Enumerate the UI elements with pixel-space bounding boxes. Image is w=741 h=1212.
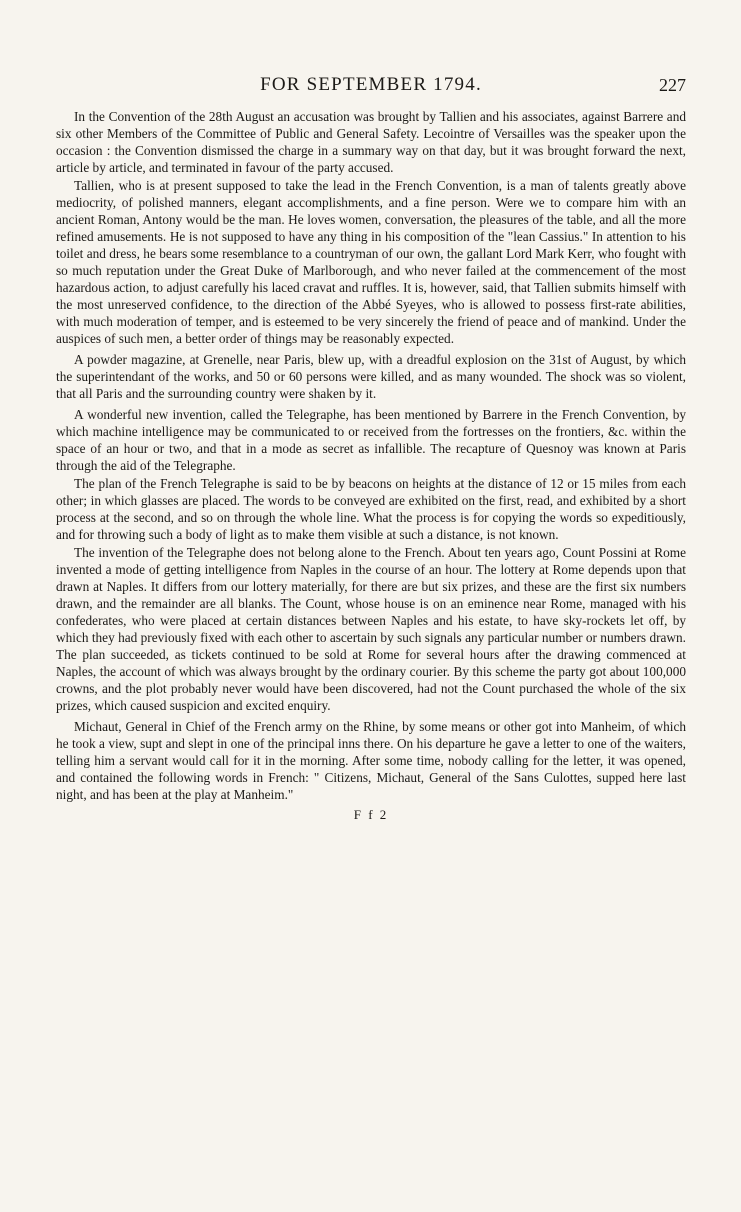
page-title: FOR SEPTEMBER 1794. (260, 74, 482, 95)
paragraph-michaut: Michaut, General in Chief of the French army on the Rhine, by some means or other got into Manheim, of which he took a view, supt and slept in one of the principal inns there. On his departure he gave a letter to one of the waiters, telling him a servant would call for it in the morning. After some time, nobody calling for the letter, it was opened, and contained the following words in French: " Citizens, Michaut, General of the Sans Culottes, supped here last night, and has been at the play at Manheim." (56, 719, 686, 802)
paragraph-telegraphe-invention: A wonderful new invention, called the Telegraphe, has been mentioned by Barrere in the French Convention, by which machine intelligence may be communicated to or received from the fortresses on the frontiers, &c. within the space of an hour or two, and that in a mode as secret as infallible. The recapture of Quesnoy was known at Paris through the aid of the Telegraphe. (56, 407, 686, 473)
book-page (56, 74, 686, 823)
paragraph-convention-accusation: In the Convention of the 28th August an accusation was brought by Tallien and his associates, against Barrere and six other Members of the Committee of Public and General Safety. Lecointre of Versailles was the speaker upon the occasion : the Convention dismissed the charge in a summary way on that day, but it was brought forward the next, article by article, and terminated in favour of the party accused. (56, 109, 686, 175)
running-header (56, 74, 686, 108)
paragraph-tallien: Tallien, who is at present supposed to take the lead in the French Convention, is a man of talents greatly above mediocrity, of polished manners, elegant accomplishments, and a fine person. Were we to compare him with an ancient Roman, Antony would be the man. He loves women, conversation, the pleasures of the table, and all the more refined amusements. He is not supposed to have any thing in his composition of the "lean Cassius." In attention to his toilet and dress, he bears some resemblance to a countryman of our own, the gallant Lord Mark Kerr, who fought with so much reputation under the Great Duke of Marlborough, and who never failed at the commencement of the most hazardous action, to adjust carefully his laced cravat and ruffles. It is, however, said, that Tallien submits himself with the most unreserved confidence, to the direction of the Abbé Syeyes, who is allowed to possess first-rate abilities, with much moderation of temper, and is esteemed to be very sincerely the friend of peace and of mankind. Under the auspices of such men, a better order of things may be reasonably expected. (56, 178, 686, 346)
paragraph-powder-magazine: A powder magazine, at Grenelle, near Paris, blew up, with a dreadful explosion on the 31st of August, by which the superintendant of the works, and 50 or 60 persons were killed, and as many wounded. The shock was so violent, that all Paris and the surrounding country were shaken by it. (56, 352, 686, 401)
signature-mark: F f 2 (353, 807, 389, 822)
page-number: 227 (659, 75, 686, 95)
paragraph-count-possini: The invention of the Telegraphe does not belong alone to the French. About ten years ago, Count Possini at Rome invented a mode of getting intelligence from Naples in the course of an hour. The lottery at Rome depends upon that drawn at Naples. It differs from our lottery materially, for there are but six prizes, and these are the first six numbers drawn, and the remainder are all blanks. The Count, whose house is on an eminence near Rome, managed with his confederates, who were placed at certain distances between Naples and his estate, to have sky-rockets let off, by which they had previously fixed with each other to ascertain by such signals any particular number or numbers drawn. The plan succeeded, as tickets continued to be sold at Rome for several hours after the drawing commenced at Naples, the account of which was always brought by the ordinary courier. By this scheme the party got about 100,000 crowns, and the plot probably never would have been discovered, had not the Count purchased the whole of the six prizes, which caused suspicion and excited enquiry. (56, 545, 686, 713)
article-body (56, 108, 686, 803)
paragraph-telegraphe-plan: The plan of the French Telegraphe is said to be by beacons on heights at the distance of 12 or 15 miles from each other; in which glasses are placed. The words to be conveyed are exhibited on the first, read, and exhibited by a short process at the second, and so on through the whole line. What the process is for copying the words so expeditiously, and for throwing such a body of light as to make them visible at such a distance, is not known. (56, 476, 686, 542)
